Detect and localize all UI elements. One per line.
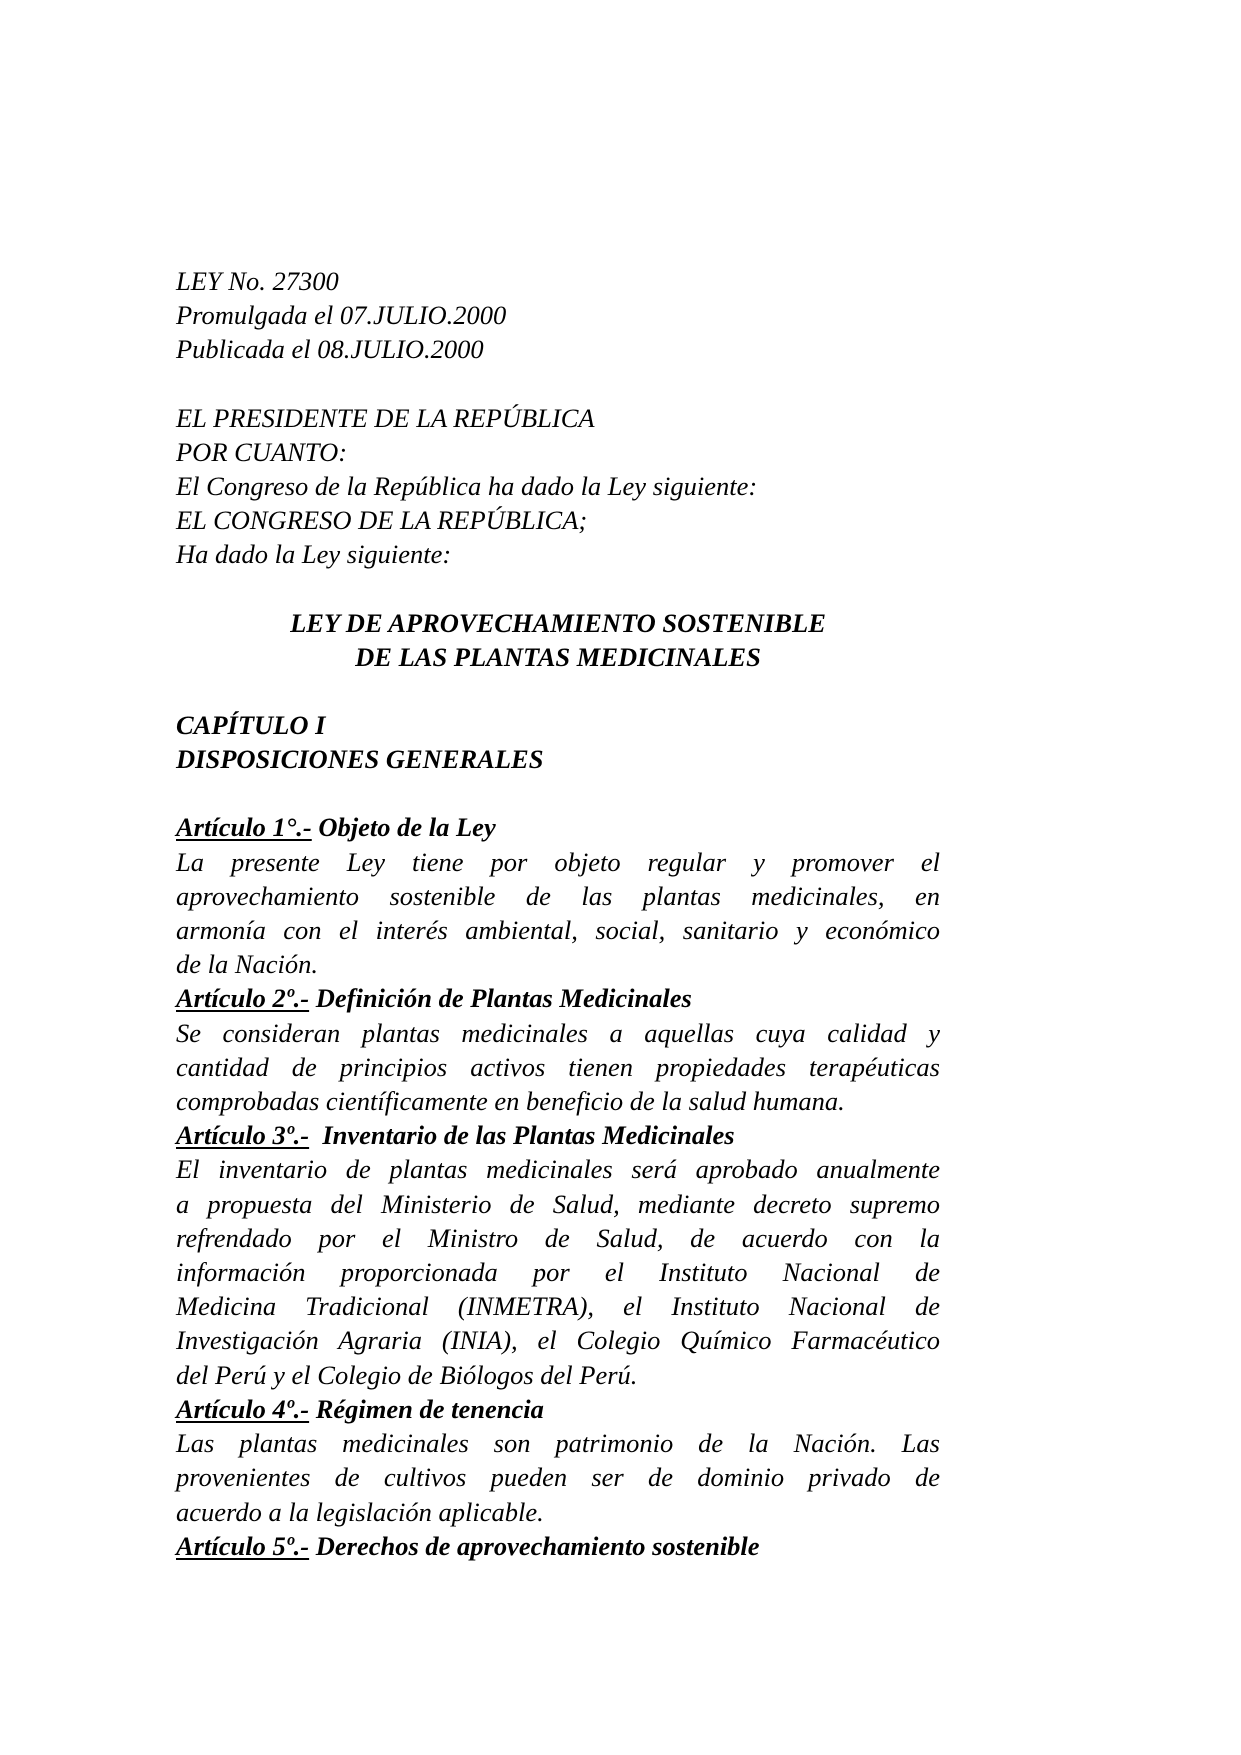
article-line: La presente Ley tiene por objeto regular y promover el (176, 846, 940, 877)
article-line: aprovechamiento sostenible de las plantas medicinales, en (176, 880, 940, 911)
preamble-line: EL PRESIDENTE DE LA REPÚBLICA (176, 402, 595, 433)
article-line: acuerdo a la legislación aplicable. (176, 1496, 544, 1527)
preamble-line: POR CUANTO: (176, 436, 348, 467)
article-line: comprobadas científicamente en beneficio de la salud humana. (176, 1086, 845, 1117)
article-title: Definición de Plantas Medicinales (309, 983, 692, 1014)
chapter-number: CAPÍTULO I (176, 710, 326, 741)
article-number: Artículo 3º.- (176, 1120, 310, 1151)
preamble-line: EL CONGRESO DE LA REPÚBLICA; (176, 505, 588, 536)
law-title-line-1: LEY DE APROVECHAMIENTO SOSTENIBLE (290, 607, 826, 638)
article-heading (176, 981, 940, 1015)
article-line: refrendado por el Ministro de Salud, de acuerdo con la (176, 1222, 940, 1253)
article-line: armonía con el interés ambiental, social, sanitario y económico (176, 915, 940, 946)
article-number: Artículo 5º.- (176, 1530, 310, 1561)
publication-date: Publicada el 08.JULIO.2000 (176, 334, 484, 365)
article-line: provenientes de cultivos pueden ser de dominio privado de (176, 1462, 940, 1493)
chapter-name: DISPOSICIONES GENERALES (176, 744, 544, 775)
article-line: Se consideran plantas medicinales a aquellas cuya calidad y (176, 1017, 940, 1048)
article-heading (176, 810, 940, 844)
article-number: Artículo 2º.- (176, 983, 310, 1014)
preamble-line: Ha dado la Ley siguiente: (176, 539, 452, 570)
article-title: Inventario de las Plantas Medicinales (309, 1120, 735, 1151)
law-title-line-2: DE LAS PLANTAS MEDICINALES (355, 641, 761, 672)
article-title: Derechos de aprovechamiento sostenible (309, 1530, 760, 1561)
article-line: Investigación Agraria (INIA), el Colegio Químico Farmacéutico (176, 1325, 940, 1356)
article-number: Artículo 1°.- (176, 812, 312, 843)
article-line: cantidad de principios activos tienen propiedades terapéuticas (176, 1051, 940, 1082)
article-heading (176, 1118, 940, 1152)
law-number: LEY No. 27300 (176, 266, 339, 296)
article-line: del Perú y el Colegio de Biólogos del Perú. (176, 1359, 638, 1390)
article-line: El inventario de plantas medicinales será aprobado anualmente (176, 1154, 940, 1185)
article-heading (176, 1529, 940, 1563)
article-heading (176, 1392, 940, 1426)
article-line: Medicina Tradicional (INMETRA), el Instituto Nacional de (176, 1291, 940, 1322)
article-title: Objeto de la Ley (311, 812, 496, 843)
article-title: Régimen de tenencia (309, 1393, 544, 1424)
article-line: de la Nación. (176, 949, 319, 980)
article-number: Artículo 4º.- (176, 1393, 310, 1424)
document-page (176, 264, 940, 1563)
promulgation-date: Promulgada el 07.JULIO.2000 (176, 300, 507, 331)
preamble-line: El Congreso de la República ha dado la Ley siguiente: (176, 471, 758, 502)
article-line: información proporcionada por el Instituto Nacional de (176, 1257, 940, 1288)
article-line: Las plantas medicinales son patrimonio de la Nación. Las (176, 1428, 940, 1459)
article-line: a propuesta del Ministerio de Salud, mediante decreto supremo (176, 1188, 940, 1219)
